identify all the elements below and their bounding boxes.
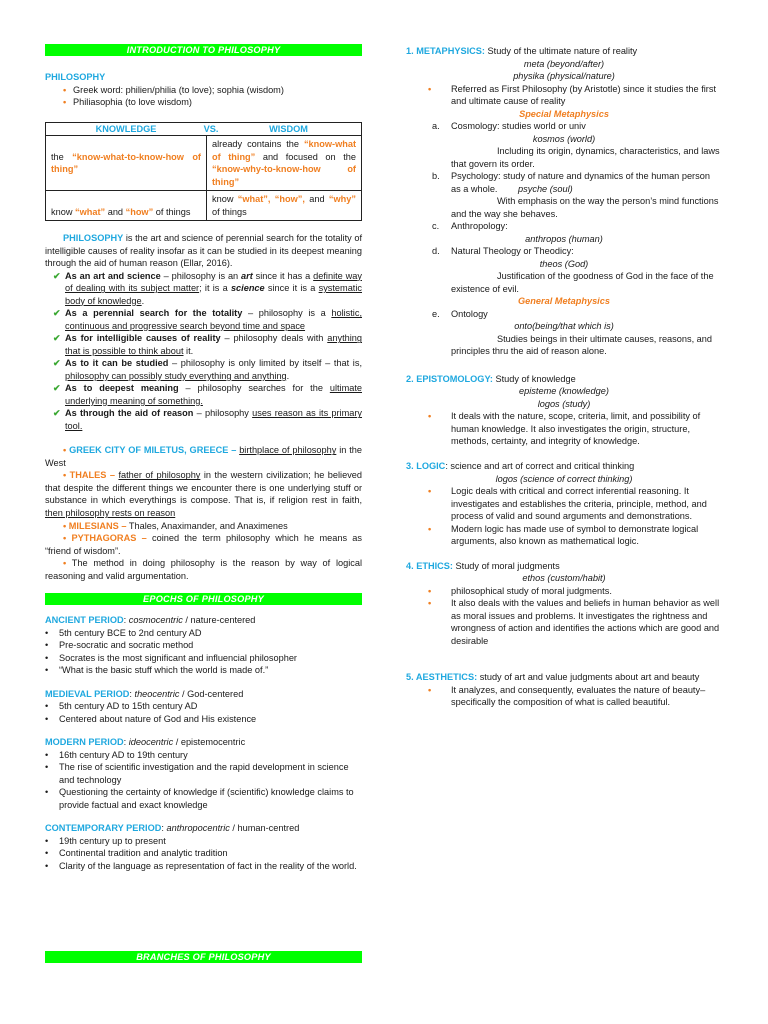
list-item: • It deals with the nature, scope, criteria, limit, and possibility of human knowledge. It also investigates the origin, structure, methods, certainty, and integrity of knowledge. <box>428 411 701 447</box>
list-item: • 19th century up to present <box>45 835 166 846</box>
list-item: • 16th century AD to 19th century <box>45 749 188 760</box>
cosmology-item: a. Cosmology: studies world or univ <box>432 121 586 132</box>
section-banner-intro: INTRODUCTION TO PHILOSOPHY <box>45 44 362 56</box>
list-item: • The rise of scientific investigation and the rapid development in science and technology <box>45 762 349 785</box>
list-item: • Questioning the certainty of knowledge if (scientific) knowledge claims to provide factual and exact knowledge <box>45 787 354 810</box>
method-paragraph: • The method in doing philosophy is the reason by way of logical reasoning and valid argumentation. <box>45 558 362 581</box>
table-header-vs: VS. <box>203 123 219 134</box>
list-item: • Referred as First Philosophy (by Aristotle) since it studies the first and ultimate cause of reality <box>428 83 717 107</box>
list-item: • 5th century BCE to 2nd century AD <box>45 627 202 638</box>
section-banner-branches: BRANCHES OF PHILOSOPHY <box>45 951 362 963</box>
list-item: • philosophical study of moral judgments. <box>428 585 612 596</box>
check-item-4: ✔ As to it can be studied – philosophy is only limited by itself – that is, philosophy can possibly study everything and anything. <box>53 358 362 381</box>
list-item: • It analyzes, and consequently, evaluates the nature of beauty– specifically the composition of what is called beautiful. <box>428 684 706 708</box>
list-item: • Modern logic has made use of symbol to demonstrate logical arguments, also known as mathematical logic. <box>428 523 699 547</box>
left-column <box>45 44 362 872</box>
knowledge-wisdom-table <box>45 122 362 222</box>
miletus-paragraph: • GREEK CITY OF MILETUS, GREECE – birthplace of philosophy in the West <box>45 445 362 468</box>
check-item-1: ✔ As an art and science – philosophy is an art since it has a definite way of dealing with its subject matter; it is a science since it is a systematic body of knowledge. <box>53 270 362 306</box>
period-medieval: MEDIEVAL PERIOD: theocentric / God-centered • 5th century AD to 15th century AD • Centered about nature of God and His existence <box>45 688 362 726</box>
knowledge-cell-1: the “know-what-to-know-how of thing” <box>46 136 207 191</box>
pythagoras-paragraph: • PYTHAGORAS – coined the term philosophy which he means as “friend of wisdom”. <box>45 533 363 556</box>
list-item: • 5th century AD to 15th century AD <box>45 701 198 712</box>
metaphysics-heading: 1. METAPHYSICS: Study of the ultimate nature of reality <box>406 46 638 56</box>
list-item: • Greek word: philien/philia (to love); sophia (wisdom) <box>63 84 284 95</box>
special-metaphysics-label: Special Metaphysics <box>519 108 609 119</box>
epistemology-heading: 2. EPISTOMOLOGY: Study of knowledge <box>406 373 576 384</box>
check-item-5: ✔ As to deepest meaning – philosophy searches for the ultimate underlying meaning of something. <box>53 383 362 406</box>
section-banner-epochs: EPOCHS OF PHILOSOPHY <box>45 593 362 605</box>
list-item: • Philiasophia (to love wisdom) <box>63 97 192 108</box>
ontology-item: e. Ontology <box>432 308 488 319</box>
wisdom-cell-1: already contains the “know-what of thing” and focused on the “know-why-to-know-how of thing” <box>207 136 362 191</box>
list-item: • Pre-socratic and socratic method <box>45 640 194 651</box>
period-contemporary: CONTEMPORARY PERIOD: anthropocentric / human-centred • 19th century up to present • Continental tradition and analytic tradition • Clarity of the language as representation of fact in the reality of the world. <box>45 822 362 872</box>
check-item-2: ✔ As a perennial search for the totality – philosophy is a holistic, continuous and progressive search beyond time and space <box>53 308 362 331</box>
period-modern: MODERN PERIOD: ideocentric / epistemocentric • 16th century AD to 19th century • The rise of scientific investigation and the rapid development in science and technology • Questioning the certainty of knowledge if (scientific) knowledge claims to provide factual and exact knowledge <box>45 736 362 811</box>
list-item: • Centered about nature of God and His existence <box>45 713 257 724</box>
thales-paragraph: • THALES – father of philosophy in the western civilization; he believed that despite the different things we encounter there is one underlying stuff or substance in which everythings is compose. That is, if religion rest in faith, then philosophy rests on reason <box>45 470 363 518</box>
list-item: • “What is the basic stuff which the world is made of.” <box>45 665 269 676</box>
list-item: • Continental tradition and analytic tradition <box>45 848 228 859</box>
table-header-wisdom: WISDOM <box>269 123 308 134</box>
logic-heading: 3. LOGIC: science and art of correct and critical thinking <box>406 460 635 471</box>
list-item: • Logic deals with critical and correct inferential reasoning. It investigates and establishes the criteria, principle, method, and process of valid and sound arguments and demonstrations. <box>428 486 707 522</box>
list-item: • Socrates is the most significant and influencial philosopher <box>45 652 297 663</box>
period-ancient: ANCIENT PERIOD: cosmocentric / nature-centered • 5th century BCE to 2nd century AD • Pre-socratic and socratic method • Socrates is the most significant and influencial philosopher • “What is the basic stuff which the world is made of.” <box>45 614 362 677</box>
list-item: • Clarity of the language as representation of fact in the reality of the world. <box>45 860 357 871</box>
list-item: • It also deals with the values and beliefs in human behavior as well as moral issues and problems. It investigates the rightness and wrongness of action and identifies the actions which are good and desirable <box>428 598 720 646</box>
anthropology-item: c. Anthropology: <box>432 221 508 232</box>
ethics-heading: 4. ETHICS: Study of moral judgments <box>406 560 560 571</box>
philosophy-definition: PHILOSOPHY is the art and science of perennial search for the totality of intelligible causes of reality insofar as it can be studied in its deepest meaning through the aid of human reason (Ellar, 2016). <box>45 233 362 269</box>
theodicy-item: d. Natural Theology or Theodicy: <box>432 246 574 257</box>
philosophy-heading: PHILOSOPHY <box>45 72 106 82</box>
milesians-paragraph: • MILESIANS – Thales, Anaximander, and Anaximenes <box>63 520 288 531</box>
check-item-6: ✔ As through the aid of reason – philosophy uses reason as its primary tool. <box>53 408 363 431</box>
right-column: 1. METAPHYSICS: Study of the ultimate nature of reality meta (beyond/after) physika (physical/nature) • Referred as First Philosophy (by Aristotle) since it studies the first and ultimate cause of reality Special Metaphysics a. Cosmology: studies world or univ kosmos (world) Including its origin, dynamics, characteristics, and laws that govern its order. b. Psychology: study of nature and dynamics of the human person as a whole. psyche (soul) With emphasis on the way the person’s mind functions and the way she behaves. c. Anthropology: anthropos (human) d. Natural Theology or Theodicy: theos (God) Justification of the goodness of God in the face of the existence of evil. General Metaphysics e. Ontology onto(being/that which is) Studies beings in their ultimate causes, reasons, and principles thru the aid of reason alone. 2. EPISTOMOLOGY: Study of knowledge episteme (knowledge) logos (study) • It deals with the nature, scope, criteria, limit, and possibility of human knowledge. It also investigates the origin, structure, methods, certainty, and integrity of knowledge. 3. LOGIC: science and art of correct and critical thinking logos (science of correct thinking) • Logic deals with critical and correct inferential reasoning. It investigates and establishes the criteria, principle, method, and process of valid and sound arguments and demonstrations. • Modern logic has made use of symbol to demonstrate logical arguments, also known as mathematical logic. 4. ETHICS: Study of moral judgments ethos (custom/habit) • philosophical study of moral judgments. • It also deals with the values and beliefs in human behavior as well as moral issues and problems. It investigates the rightness and wrongness of action and identifies the actions which are good and desirable 5. AESTHETICS: study of art and value judgments about art and beauty • It analyzes, and consequently, evaluates the nature of beauty– specifically the composition of what is called beautiful. <box>406 45 722 709</box>
general-metaphysics-label: General Metaphysics <box>518 296 610 307</box>
aesthetics-heading: 5. AESTHETICS: study of art and value judgments about art and beauty <box>406 672 700 683</box>
psychology-item: b. Psychology: study of nature and dynamics of the human person as a whole. psyche (soul) <box>432 171 710 194</box>
wisdom-cell-2: know “what”, “how”, and “why” of things <box>207 191 362 221</box>
knowledge-cell-2: know “what” and “how” of things <box>46 191 207 221</box>
table-header-knowledge: KNOWLEDGE <box>95 123 157 134</box>
check-item-3: ✔ As for intelligible causes of reality – philosophy deals with anything that is possible to think about it. <box>53 333 363 356</box>
